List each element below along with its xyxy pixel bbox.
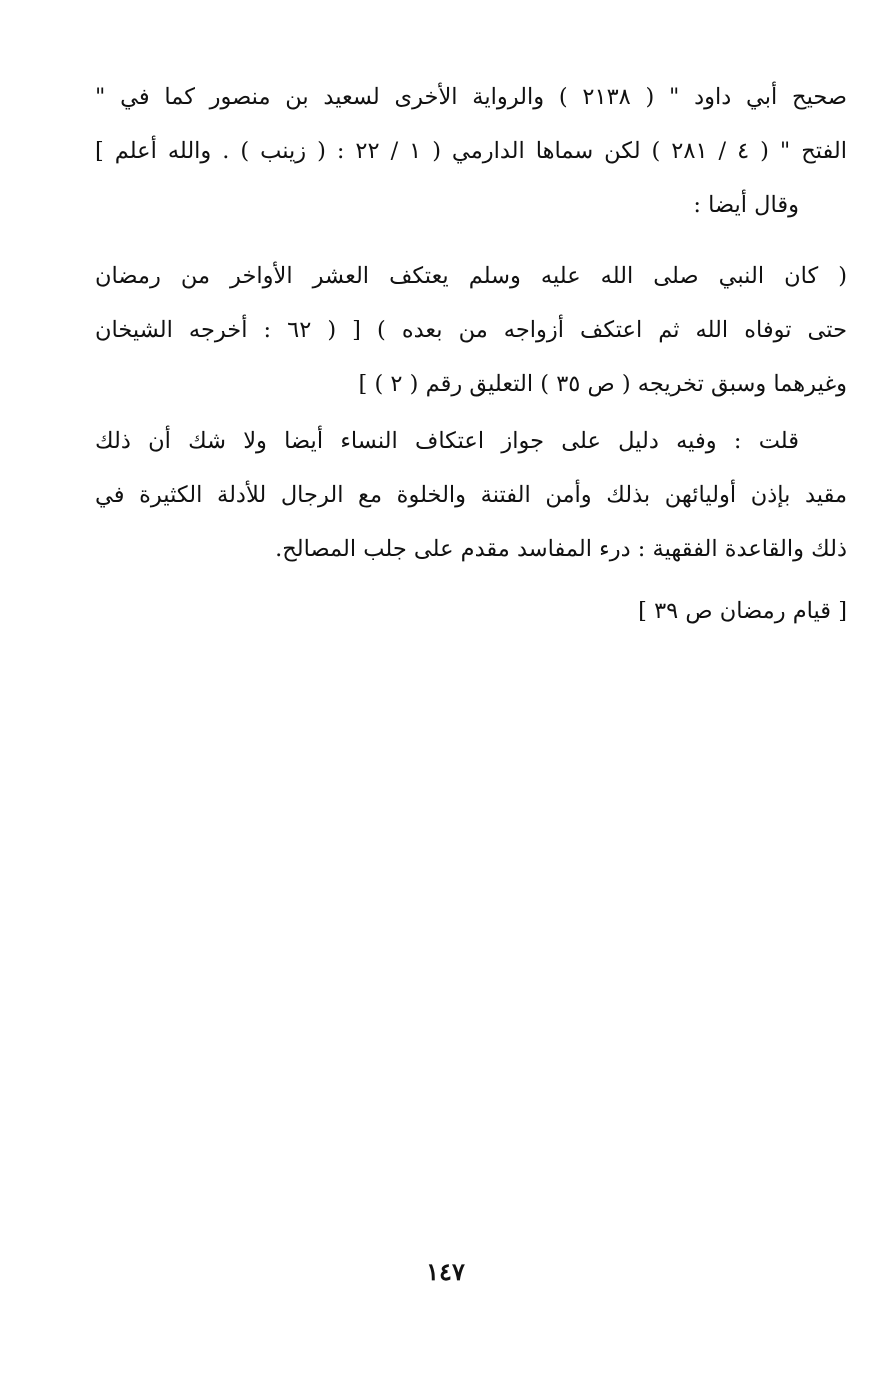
- citation-text: [ قيام رمضان ص ٣٩ ]: [638, 598, 847, 624]
- page-number: ١٤٧: [426, 1257, 465, 1286]
- text-line: حتى توفاه الله ثم اعتكف أزواجه من بعده ) [ ( ٦٢ : أخرجه الشيخان: [95, 317, 847, 343]
- source-citation: [95, 584, 847, 638]
- text-line: صحيح أبي داود " ( ٢١٣٨ ) والرواية الأخرى لسعيد بن منصور كما في ": [95, 84, 847, 110]
- paragraph-commentary: [95, 414, 847, 576]
- text-line: قلت : وفيه دليل على جواز اعتكاف النساء أيضا ولا شك أن ذلك: [95, 428, 799, 454]
- text-line: وغيرهما وسبق تخريجه ( ص ٣٥ ) التعليق رقم ( ٢ ) ]: [358, 371, 847, 397]
- paragraph-hadith-quote: [95, 249, 847, 411]
- text-line: ( كان النبي صلى الله عليه وسلم يعتكف العشر الأواخر من رمضان: [95, 263, 847, 289]
- text-line: ذلك والقاعدة الفقهية : درء المفاسد مقدم على جلب المصالح.: [275, 536, 847, 562]
- text-line: الفتح " ( ٤ / ٢٨١ ) لكن سماها الدارمي ( ١ / ٢٢ : ( زينب ) . والله أعلم ]: [95, 138, 848, 164]
- paragraph-footnote-continuation: [95, 70, 847, 232]
- text-line: مقيد بإذن أوليائهن بذلك وأمن الفتنة والخلوة مع الرجال للأدلة الكثيرة في: [95, 482, 847, 508]
- text-line: وقال أيضا :: [693, 192, 799, 218]
